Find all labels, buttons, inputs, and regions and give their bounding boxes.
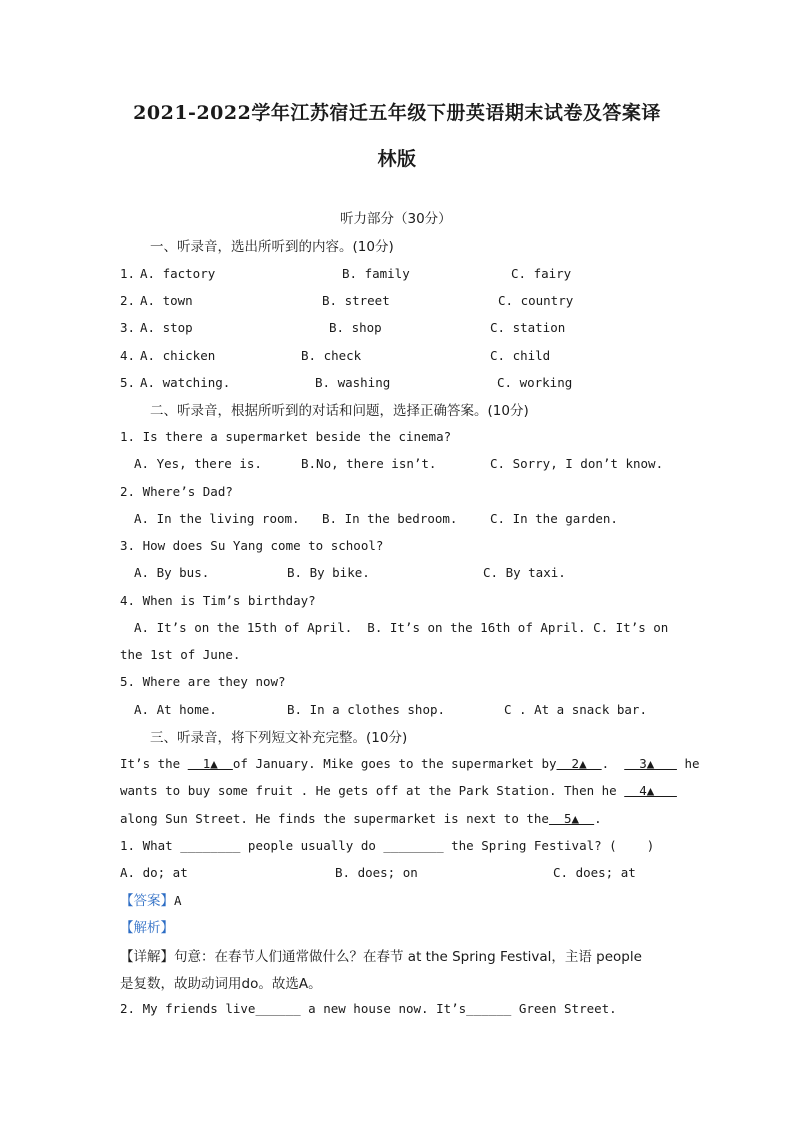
section3-heading: 三、听录音，将下列短文补充完整。(10分) — [150, 730, 408, 746]
mcq-question-2: 2. My friends live______ a new house now. It’s______ Green Street. — [120, 1001, 617, 1016]
section2-q1-option-a: A. Yes, there is. — [134, 456, 262, 471]
section2-q1-option-b: B.No, there isn’t. — [301, 456, 437, 471]
section2-q2-option-a: A. In the living room. — [134, 511, 300, 526]
answer-label: 【答案】 — [120, 893, 174, 909]
section2-q1: 1. Is there a supermarket beside the cinema? — [120, 429, 452, 444]
section2-q5-option-a: A. At home. — [134, 702, 217, 717]
passage-line-1: It’s the 1▲ of January. Mike goes to the supermarket by 2▲ . 3▲ he — [120, 756, 700, 771]
listening-header: 听力部分（30分） — [340, 211, 452, 227]
detail-label: 【详解】 — [120, 949, 174, 965]
section2-q2: 2. Where’s Dad? — [120, 484, 233, 499]
detail-line-2: 是复数，故助动词用do。故选A。 — [120, 976, 322, 992]
mcq-q1-option-b: B. does; on — [335, 865, 418, 880]
section2-q2-option-b: B. In the bedroom. — [322, 511, 458, 526]
document-title-line2: 林版 — [377, 148, 417, 170]
section1-heading: 一、听录音，选出所听到的内容。(10分) — [150, 239, 394, 255]
mcq-q1-option-a: A. do; at — [120, 865, 188, 880]
section2-q5: 5. Where are they now? — [120, 674, 286, 689]
mcq-question-1: 1. What ________ people usually do ________ the Spring Festival? ( ) — [120, 838, 655, 853]
passage-line-3: along Sun Street. He finds the supermarket is next to the 5▲ . — [120, 811, 602, 826]
section2-q3: 3. How does Su Yang come to school? — [120, 538, 384, 553]
answer-value: A — [174, 893, 182, 908]
document-page: 2021-2022学年江苏宿迁五年级下册英语期末试卷及答案译 林版 听力部分（30分） 一、听录音，选出所听到的内容。(10分) 1. A. factory B. family C. fairy 2. A. town B. street C. country 3. A. stop B. shop C. station 4. A. chicken B. check C. child 5. A. watching. B. washing C. working 二、听录音，根据所听到的对话和问题，选择正确答案。(10分) 1. Is there a supermarket beside the cinema? A. Yes, there is. B.No, there isn’t. C. Sorry, I don’t know. 2. Where’s Dad? A. In the living room. B. In the bedroom. C. In the garden. 3. How does Su Yang come to school? A. By bus. B. By bike. C. By taxi. 4. When is Tim’s birthday? A. It’s on the 15th of April. B. It’s on the 16th of April. C. It’s on the 1st of June. 5. Where are they now? A. At home. B. In a clothes shop. C . At a snack bar. 三、听录音，将下列短文补充完整。(10分) It’s the 1▲ of January. Mike goes to the supermarket by 2▲ . 3▲ he wants to buy some fruit . He gets off at the Park Station. Then he 4▲ along Sun Street. He finds the supermarket is next to the 5▲ . 1. What ________ people usually do ________ the Spring Festival? ( ) A. do; at B. does; on C. does; at 【答案】A 【解析】 【详解】句意：在春节人们通常做什么？在春节 at the Spring Festival，主语 people 是复数，故助动词用do。故选A。 2. My friends live______ a new house now. It’s______ Green Street. — [0, 0, 794, 1123]
blank-2[interactable]: 2▲ — [556, 756, 602, 771]
section2-q1-option-c: C. Sorry, I don’t know. — [490, 456, 664, 471]
blank-5[interactable]: 5▲ — [548, 811, 595, 826]
blank-1[interactable]: 1▲ — [187, 756, 233, 771]
analysis-line — [120, 916, 174, 936]
section2-heading: 二、听录音，根据所听到的对话和问题，选择正确答案。(10分) — [150, 403, 529, 419]
section2-q5-option-b: B. In a clothes shop. — [287, 702, 446, 717]
section2-q3-option-a: A. By bus. — [134, 565, 210, 580]
detail-line-1: 【详解】句意：在春节人们通常做什么？在春节 at the Spring Festival，主语 people — [120, 949, 642, 965]
analysis-label: 【解析】 — [120, 920, 174, 936]
document-title-line1: 2021-2022学年江苏宿迁五年级下册英语期末试卷及答案译 — [133, 102, 661, 124]
section2-q4: 4. When is Tim’s birthday? — [120, 593, 316, 608]
section2-q5-option-c: C . At a snack bar. — [504, 702, 647, 717]
section2-q3-option-c: C. By taxi. — [483, 565, 566, 580]
section2-q3-option-b: B. By bike. — [287, 565, 370, 580]
blank-4[interactable]: 4▲ — [624, 783, 677, 798]
section2-q4-options-cont: the 1st of June. — [120, 647, 241, 662]
mcq-q1-option-c: C. does; at — [553, 865, 636, 880]
answer-line — [120, 889, 182, 909]
passage-line-2: wants to buy some fruit . He gets off at the Park Station. Then he 4▲ — [120, 783, 677, 798]
section2-q2-option-c: C. In the garden. — [490, 511, 618, 526]
section2-q4-options: A. It’s on the 15th of April. B. It’s on the 16th of April. C. It’s on — [134, 620, 669, 635]
blank-3[interactable]: 3▲ — [624, 756, 677, 771]
